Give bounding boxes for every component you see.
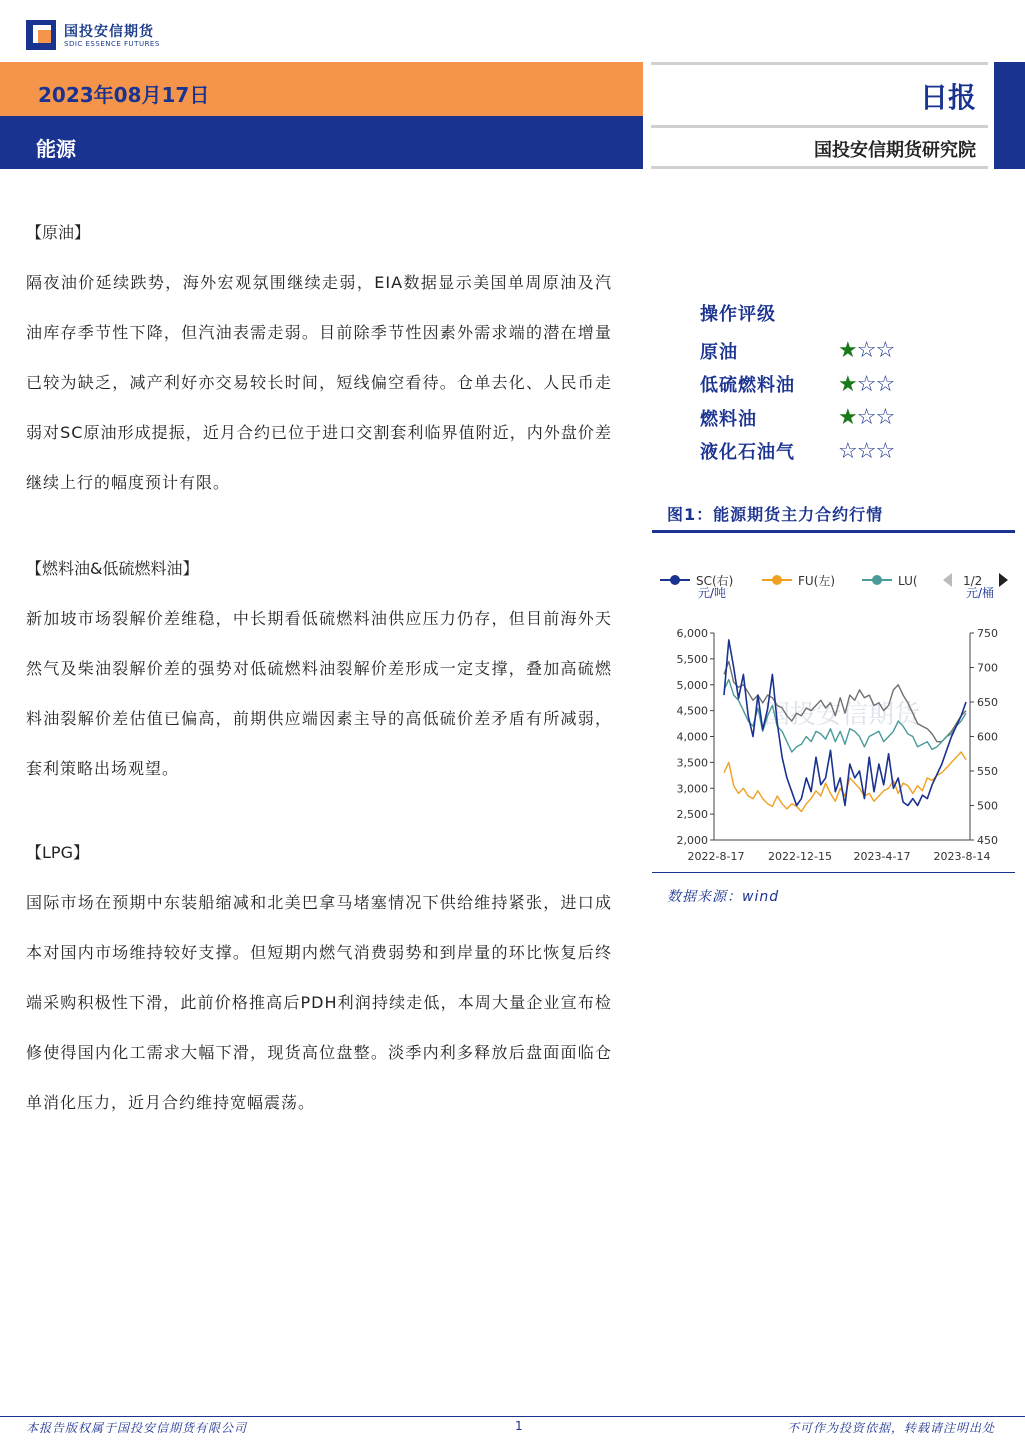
section-title-lpg: 【LPG】 bbox=[26, 843, 89, 862]
section-title-crude: 【原油】 bbox=[26, 223, 91, 242]
sector-bar bbox=[0, 116, 643, 169]
rating-row bbox=[700, 368, 960, 402]
rating-name: 低硫燃料油 bbox=[700, 375, 795, 397]
left-tick-label: 6,000 bbox=[676, 627, 708, 640]
rating-row bbox=[700, 334, 960, 368]
header-divider-top bbox=[651, 62, 988, 65]
right-axis-unit: 元/桶 bbox=[966, 586, 995, 600]
star-empty-icon: ☆ bbox=[856, 371, 876, 397]
right-tick-label: 700 bbox=[977, 661, 998, 675]
legend-next-icon bbox=[999, 573, 1008, 587]
legend-label: SC(右) bbox=[696, 574, 734, 588]
footer-copyright: 本报告版权属于国投安信期货有限公司 bbox=[26, 1421, 248, 1435]
rating-stars bbox=[838, 405, 894, 430]
left-tick-label: 5,500 bbox=[676, 652, 708, 666]
logo-mark-icon bbox=[26, 20, 56, 50]
section-body-crude: 隔夜油价延续跌势，海外宏观氛围继续走弱，EIA数据显示美国单周原油及汽油库存季节性下降，但汽油表需走弱。目前除季节性因素外需求端的潜在增量已较为缺乏，减产利好亦交易较长时间，短线偏空看待。仓单去化、人民币走弱对SC原油形成提振，近月合约已位于进口交割套利临界值附近，内外盘价差继续上行的幅度预计有限。 bbox=[26, 273, 612, 492]
left-axis-unit: 元/吨 bbox=[698, 586, 727, 600]
institute-name: 国投安信期货研究院 bbox=[814, 140, 976, 161]
rating-name: 燃料油 bbox=[700, 408, 757, 430]
section-body-lpg: 国际市场在预期中东装船缩减和北美巴拿马堵塞情况下供给维持紧张，进口成本对国内市场维持较好支撑。但短期内燃气消费弱势和到岸量的环比恢复后终端采购积极性下滑，此前价格推高后PDH利润持续走低，本周大量企业宣布检修使得国内化工需求大幅下滑，现货高位盘整。淡季内利多释放后盘面面临仓单消化压力，近月合约维持宽幅震荡。 bbox=[26, 893, 612, 1112]
star-filled-icon: ★ bbox=[838, 371, 857, 397]
right-tick-label: 600 bbox=[977, 730, 998, 744]
legend-marker-icon bbox=[872, 575, 882, 585]
star-empty-icon: ☆ bbox=[875, 371, 895, 397]
section-spacer bbox=[26, 508, 612, 556]
x-tick-label: 2022-12-15 bbox=[768, 850, 832, 863]
left-tick-label: 2,000 bbox=[676, 834, 708, 847]
section-spacer bbox=[26, 794, 612, 840]
energy-futures-chart bbox=[652, 565, 1015, 870]
footer-page-number: 1 bbox=[515, 1419, 523, 1433]
left-tick-label: 3,500 bbox=[676, 756, 708, 770]
left-tick-label: 4,000 bbox=[676, 730, 708, 744]
star-empty-icon: ☆ bbox=[856, 338, 876, 364]
chart-watermark: 国投安信期货 bbox=[763, 700, 921, 730]
rating-stars bbox=[838, 372, 894, 397]
rating-name: 原油 bbox=[700, 341, 738, 363]
figure-top-rule bbox=[652, 530, 1015, 533]
right-tick-label: 500 bbox=[977, 799, 998, 813]
legend-marker-icon bbox=[772, 575, 782, 585]
figure-bottom-rule bbox=[652, 872, 1015, 873]
x-tick-label: 2022-8-17 bbox=[687, 850, 745, 863]
star-empty-icon: ☆ bbox=[838, 438, 857, 464]
section-body-fuel-oil: 新加坡市场裂解价差维稳，中长期看低硫燃料油供应压力仍存，但目前海外天然气及柴油裂解价差的强势对低硫燃料油裂解价差形成一定支撑，叠加高硫燃料油裂解价差估值已偏高，前期供应端因素主导的高低硫价差矛盾有所减弱，套利策略出场观望。 bbox=[26, 609, 612, 778]
rating-name: 液化石油气 bbox=[700, 442, 795, 464]
left-tick-label: 2,500 bbox=[676, 808, 708, 822]
rating-panel bbox=[700, 300, 960, 468]
star-empty-icon: ☆ bbox=[875, 338, 895, 364]
star-filled-icon: ★ bbox=[838, 338, 857, 364]
right-tick-label: 550 bbox=[977, 765, 998, 778]
star-empty-icon: ☆ bbox=[856, 405, 876, 431]
right-tick-label: 750 bbox=[977, 627, 998, 640]
star-empty-icon: ☆ bbox=[875, 405, 895, 431]
rating-row bbox=[700, 401, 960, 435]
figure-source: 数据来源：wind bbox=[667, 889, 780, 905]
logo-name-cn: 国投安信期货 bbox=[64, 24, 154, 40]
legend-label: LU( bbox=[898, 574, 918, 588]
rating-title: 操作评级 bbox=[700, 304, 776, 325]
x-tick-label: 2023-4-17 bbox=[853, 850, 911, 863]
left-tick-label: 3,000 bbox=[676, 782, 708, 796]
company-logo bbox=[26, 20, 166, 54]
legend-page: 1/2 bbox=[963, 574, 983, 588]
star-empty-icon: ☆ bbox=[856, 438, 876, 464]
header-divider-mid bbox=[651, 125, 988, 128]
figure-title: 图1：能源期货主力合约行情 bbox=[667, 505, 884, 524]
footer-rule bbox=[0, 1416, 1025, 1417]
report-sector: 能源 bbox=[36, 137, 76, 161]
right-tick-label: 450 bbox=[977, 834, 998, 847]
x-tick-label: 2023-8-14 bbox=[933, 850, 991, 863]
left-tick-label: 5,000 bbox=[676, 678, 708, 692]
header-divider-bottom bbox=[651, 166, 988, 169]
section-title-fuel-oil: 【燃料油&低硫燃料油】 bbox=[26, 559, 199, 578]
report-type: 日报 bbox=[919, 81, 976, 114]
right-tick-label: 650 bbox=[977, 696, 998, 709]
footer-disclaimer: 不可作为投资依据，转载请注明出处 bbox=[786, 1421, 995, 1435]
star-filled-icon: ★ bbox=[838, 405, 857, 431]
report-date: 2023年08月17日 bbox=[38, 83, 210, 107]
star-empty-icon: ☆ bbox=[875, 438, 895, 464]
left-tick-label: 4,500 bbox=[676, 704, 708, 718]
report-body bbox=[26, 220, 612, 1128]
rating-stars bbox=[838, 338, 894, 363]
header-accent-block bbox=[994, 62, 1025, 169]
legend-label: FU(左) bbox=[798, 574, 836, 588]
legend-marker-icon bbox=[670, 575, 680, 585]
legend-prev-icon bbox=[943, 573, 952, 587]
rating-row bbox=[700, 435, 960, 469]
rating-stars bbox=[838, 439, 894, 464]
logo-name-en: SDIC ESSENCE FUTURES bbox=[64, 40, 160, 48]
